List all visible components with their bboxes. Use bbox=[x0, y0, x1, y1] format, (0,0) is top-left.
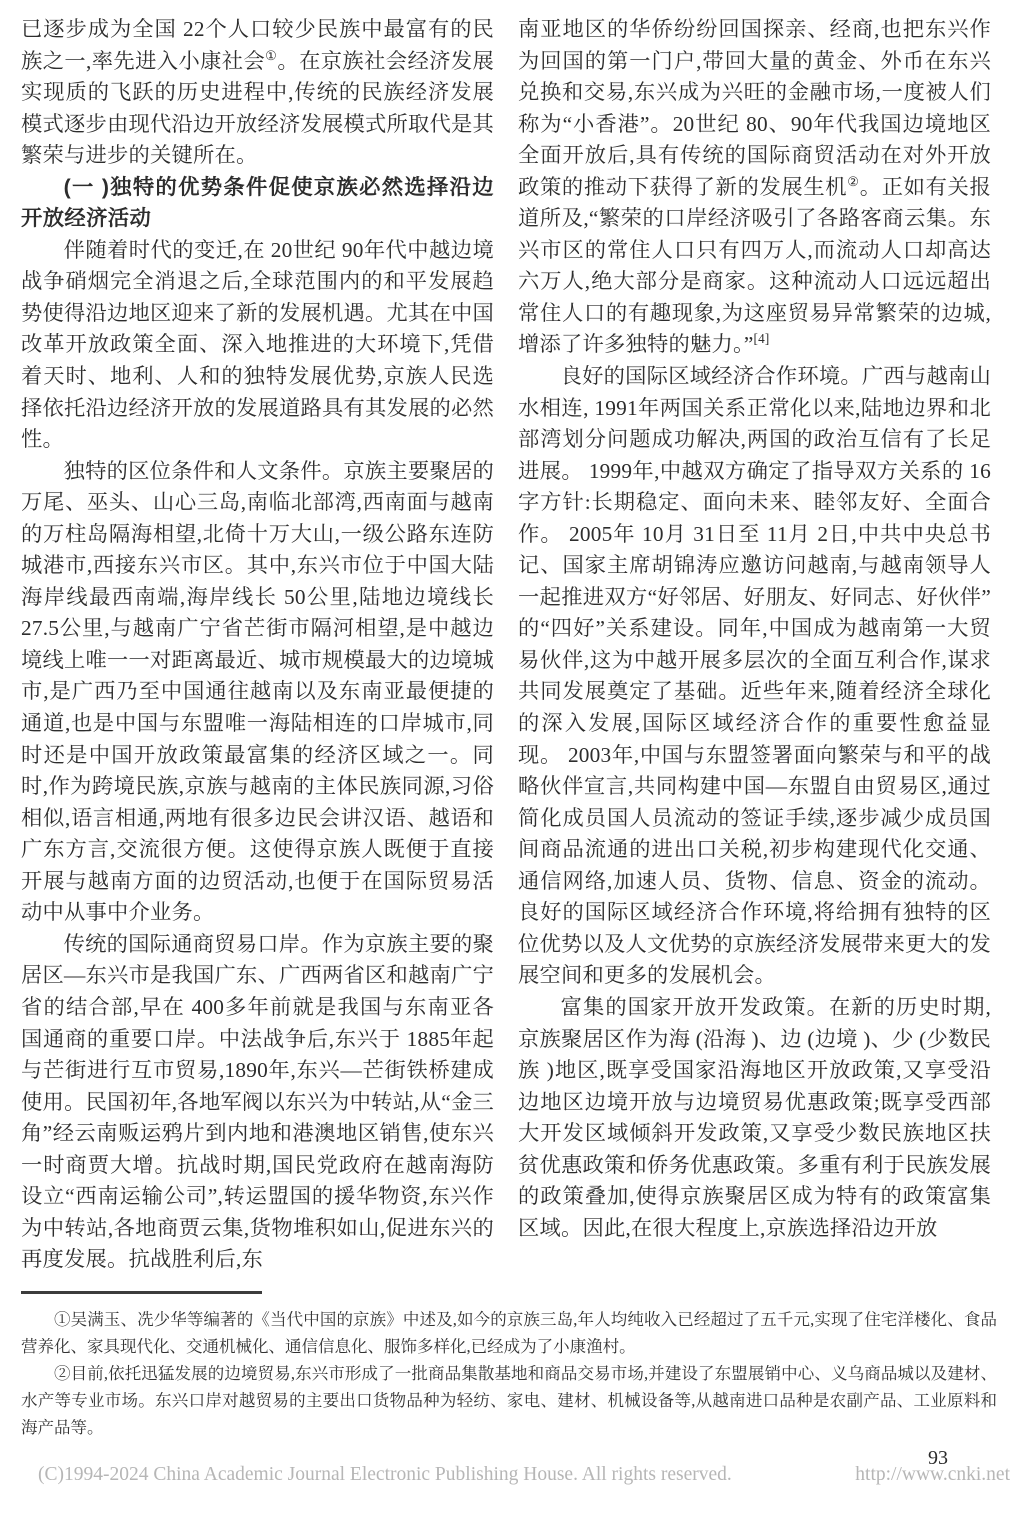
page-footer bbox=[38, 1464, 1010, 1486]
footnote-ref: [4] bbox=[753, 331, 770, 347]
footnotes bbox=[21, 1306, 997, 1441]
footer-url: http://www.cnki.net bbox=[855, 1464, 1010, 1485]
footer-copyright: (C)1994-2024 China Academic Journal Electronic Publishing House. All rights reserved. bbox=[38, 1464, 732, 1485]
footnote: ①吴满玉、冼少华等编著的《当代中国的京族》中述及,如今的京族三岛,年人均纯收入已经超过了五千元,实现了住宅洋楼化、食品营养化、家具现代化、交通机械化、通信信息化、服饰多样化,已经成为了小康渔村。 bbox=[21, 1310, 997, 1356]
section-heading: (一 )独特的优势条件促使京族必然选择沿边开放经济活动 bbox=[21, 174, 494, 231]
footnote: ②目前,依托迅猛发展的边境贸易,东兴市形成了一批商品集散基地和商品交易市场,并建设了东盟展销中心、义乌商品城以及建材、水产等专业市场。东兴口岸对越贸易的主要出口货物品种为轻纺、家电、建材、机械设备等,从越南进口品种是农副产品、工业原料和海产品等。 bbox=[21, 1364, 997, 1437]
paragraph: 南亚地区的华侨纷纷回国探亲、经商,也把东兴作为回国的第一门户,带回大量的黄金、外币在东兴兑换和交易,东兴成为兴旺的金融市场,一度被人们称为“小香港”。20世纪 80、90年代我国边境地区全面开放后,具有传统的国际商贸活动在对外开放政策的推动下获得了新的发展生机②。正如有关报道所及,“繁荣的口岸经济吸引了各路客商云集。东兴市区的常住人口只有四万人,而流动人口却高达六万人,绝大部分是商家。这种流动人口远远超出常住人口的有趣现象,为这座贸易异常繁荣的边城,增添了许多独特的魅力。”[4] bbox=[518, 17, 991, 357]
footnote-separator bbox=[21, 1291, 262, 1294]
paragraph: 伴随着时代的变迁,在 20世纪 90年代中越边境战争硝烟完全消退之后,全球范围内的和平发展趋势使得沿边地区迎来了新的发展机遇。尤其在中国改革开放政策全面、深入地推进的大环境下,凭借着天时、地利、人和的独特发展优势,京族人民选择依托沿边经济开放的发展道路具有其发展的必然性。 bbox=[21, 237, 494, 452]
right-column bbox=[518, 14, 991, 1244]
left-column bbox=[21, 14, 494, 1276]
paragraph: 富集的国家开放开发政策。在新的历史时期,京族聚居区作为海 (沿海 )、边 (边境 )、少 (少数民族 )地区,既享受国家沿海地区开放政策,又享受沿边地区边境开放与边境贸易优惠政策;既享受西部大开发区域倾斜开发政策,又享受少数民族地区扶贫优惠政策和侨务优惠政策。多重有利于民族发展的政策叠加,使得京族聚居区成为特有的政策富集区域。因此,在很大程度上,京族选择沿边开放 bbox=[518, 994, 991, 1240]
page-number: 93 bbox=[928, 1447, 948, 1469]
footnote-ref: ① bbox=[265, 47, 278, 63]
paragraph: 独特的区位条件和人文条件。京族主要聚居的万尾、巫头、山心三岛,南临北部湾,西南面与越南的万柱岛隔海相望,北倚十万大山,一级公路东连防城港市,西接东兴市区。其中,东兴市位于中国大陆海岸线最西南端,海岸线长 50公里,陆地边境线长 27.5公里,与越南广宁省芒街市隔河相望,是中越边境线上唯一一对距离最近、城市规模最大的边境城市,是广西乃至中国通往越南以及东南亚最便捷的通道,也是中国与东盟唯一海陆相连的口岸城市,同时还是中国开放政策最富集的经济区域之一。同时,作为跨境民族,京族与越南的主体民族同源,习俗相似,语言相通,两地有很多边民会讲汉语、越语和广东方言,交流很方便。这使得京族人既便于直接开展与越南方面的边贸活动,也便于在国际贸易活动中从事中介业务。 bbox=[21, 458, 494, 925]
paragraph: 已逐步成为全国 22个人口较少民族中最富有的民族之一,率先进入小康社会①。在京族社会经济发展实现质的飞跃的历史进程中,传统的民族经济发展模式逐步由现代沿边开放经济发展模式所取代是其繁荣与进步的关键所在。 bbox=[21, 17, 494, 168]
paragraph: 传统的国际通商贸易口岸。作为京族主要的聚居区—东兴市是我国广东、广西两省区和越南广宁省的结合部,早在 400多年前就是我国与东南亚各国通商的重要口岸。中法战争后,东兴于 1885年起与芒街进行互市贸易,1890年,东兴—芒街铁桥建成使用。民国初年,各地军阀以东兴为中转站,从“金三角”经云南贩运鸦片到内地和港澳地区销售,使东兴一时商贾大增。抗战时期,国民党政府在越南海防设立“西南运输公司”,转运盟国的援华物资,东兴作为中转站,各地商贾云集,货物堆积如山,促进东兴的再度发展。抗战胜利后,东 bbox=[21, 931, 494, 1272]
footnote-ref: ② bbox=[847, 173, 860, 189]
paragraph: 良好的国际区域经济合作环境。广西与越南山水相连, 1991年两国关系正常化以来,陆地边界和北部湾划分问题成功解决,两国的政治互信有了长足进展。 1999年,中越双方确定了指导双方关系的 16字方针:长期稳定、面向未来、睦邻友好、全面合作。 2005年 10月 31日至 11月 2日,中共中央总书记、国家主席胡锦涛应邀访问越南,与越南领导人一起推进双方“好邻居、好朋友、好同志、好伙伴”的“四好”关系建设。同年,中国成为越南第一大贸易伙伴,这为中越开展多层次的全面互利合作,谋求共同发展奠定了基础。近些年来,随着经济全球化的深入发展,国际区域经济合作的重要性愈益显现。 2003年,中国与东盟签署面向繁荣与和平的战略伙伴宣言,共同构建中国—东盟自由贸易区,通过简化成员国人员流动的签证手续,逐步减少成员国间商品流通的进出口关税,初步构建现代化交通、通信网络,加速人员、货物、信息、资金的流动。良好的国际区域经济合作环境,将给拥有独特的区位优势以及人文优势的京族经济发展带来更大的发展空间和更多的发展机会。 bbox=[518, 364, 991, 988]
